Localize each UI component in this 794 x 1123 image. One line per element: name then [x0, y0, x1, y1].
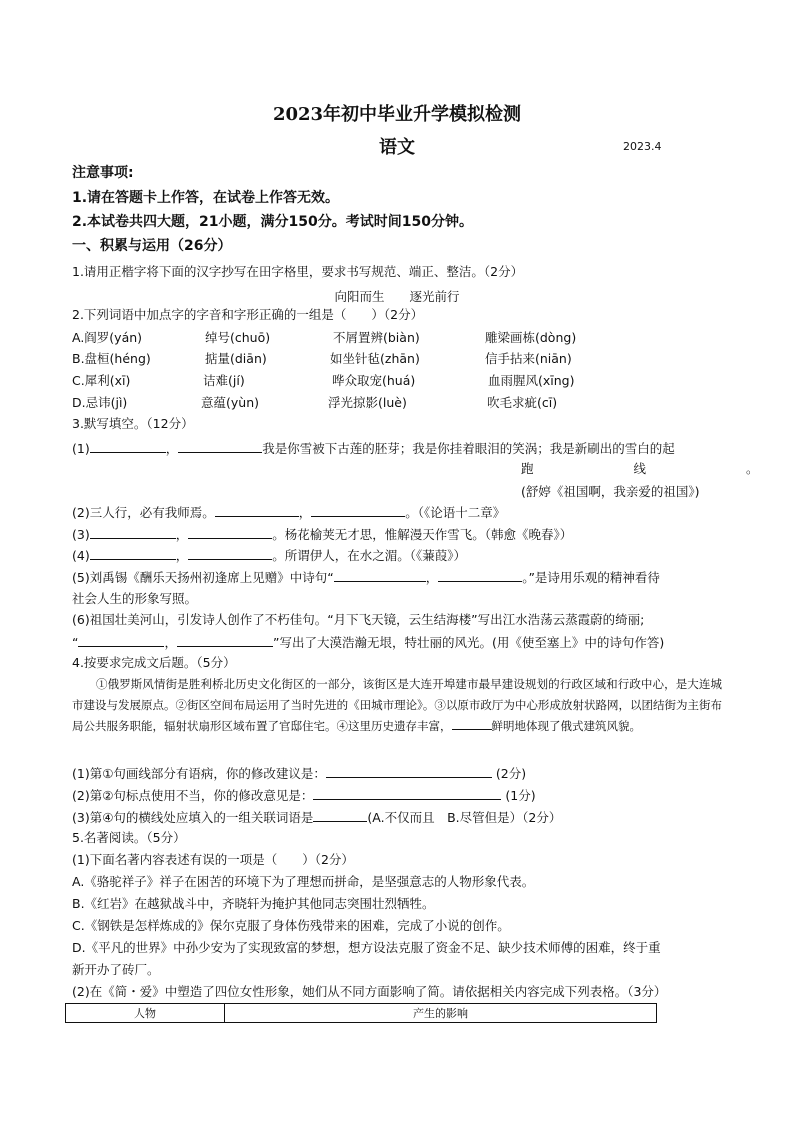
q3-prompt: 3.默写填空。（12分）: [72, 416, 194, 431]
q4-passage-text: ①俄罗斯风情街是胜利桥北历史文化街区的一部分，该街区是大连开埠建市最早建设规划的行政区域和行政中心，是大连城市建设与发展原点。②街区空间布局运用了当时先进的《田城市理论》。③以原市政厅为中心形成放射状路网，以团结街为主街布局公共服务职能，辐射状扇形区域布置了官邸住宅。④这里历史遗存丰富，: [72, 677, 722, 733]
q5-option-d-cont: 新开办了砖厂。: [72, 962, 160, 977]
q2-option-c-3: 哗众取宠(huá): [332, 373, 416, 388]
q5-option-b: B.《红岩》在越狱战斗中，齐晓轩为掩护其他同志突围壮烈牺牲。: [72, 896, 435, 911]
q3-s2-text: (2)三人行，必有我师焉。: [72, 505, 215, 520]
q3-s5-text: (5)刘禹锡《酬乐天扬州初逢席上见赠》中诗句“: [72, 570, 334, 585]
q3-s1-sep: ，: [165, 441, 179, 456]
q2-option-a-2: 绰号(chuō): [205, 330, 271, 345]
q3-s4-blank-1[interactable]: [90, 547, 176, 560]
q3-s3-blank-2[interactable]: [188, 526, 272, 539]
q4-sub1: [72, 765, 526, 782]
q1-phrase: 向阳而生 逐光前行: [334, 289, 460, 304]
q4-sub2-text: (2)第②句标点使用不当，你的修改意见是：: [72, 788, 314, 803]
q2-option-d-3: 浮光掠影(luè): [328, 395, 407, 410]
q3-s3-blank-1[interactable]: [90, 526, 176, 539]
q2-option-d-4: 吹毛求疵(cī): [487, 395, 558, 410]
q3-s6-tail: ”写出了大漠浩瀚无垠，特壮丽的风光。(用《使至塞上》中的诗句作答): [273, 635, 665, 650]
q3-s1-lead: (1): [72, 441, 90, 456]
q4-sub3-text: (3)第④句的横线处应填入的一组关联词语是: [72, 810, 314, 825]
q4-passage-end: 鲜明地体现了俄式建筑风貌。: [491, 719, 641, 733]
section-1-heading: 一、积累与运用（26分）: [72, 238, 232, 254]
q5-sub1: (1)下面名著内容表述有误的一项是（ ）（2分）: [72, 852, 354, 867]
notice-item-1: 1.请在答题卡上作答，在试卷上作答无效。: [72, 190, 340, 206]
q4-sub1-answer[interactable]: [326, 765, 492, 778]
q3-sentence-2: (2)三人行，必有我师焉。 ， 。（《论语十二章》: [72, 505, 506, 520]
q3-s1-line2: 跑 线 。: [521, 461, 759, 476]
q2-option-b-1: B.盘桓(héng): [72, 351, 151, 366]
q4-sub2-score: (1分): [505, 788, 536, 803]
q3-s3-lead: (3): [72, 527, 90, 542]
q5-option-d: D.《平凡的世界》中孙少安为了实现致富的梦想，想方设法克服了资金不足、缺少技术师傅的困难，终于重: [72, 940, 661, 955]
q3-sentence-5: (5)刘禹锡《酬乐天扬州初逢席上见赠》中诗句“ ， 。”是诗用乐观的精神看待: [72, 570, 660, 585]
table-header-person: 人物: [66, 1004, 225, 1023]
q2-option-a-3: 不屑置辨(biàn): [333, 330, 420, 345]
subject-title: 语文: [379, 137, 415, 158]
q5-sub2: (2)在《简・爱》中塑造了四位女性形象，她们从不同方面影响了简。请依据相关内容完成下列表格。（3分）: [72, 984, 667, 999]
q5-option-a: A.《骆驼祥子》祥子在困苦的环境下为了理想而拼命，是坚强意志的人物形象代表。: [72, 874, 535, 889]
q5-option-c: C.《钢铁是怎样炼成的》保尔克服了身体伤残带来的困难，完成了小说的创作。: [72, 918, 510, 933]
table-header-influence: 产生的影响: [225, 1004, 657, 1023]
jane-eyre-table: [65, 1003, 657, 1023]
q2-option-c-1: C.犀利(xī): [72, 373, 131, 388]
q3-s4-blank-2[interactable]: [188, 547, 272, 560]
q2-option-c-2: 诘难(jí): [203, 373, 245, 388]
q4-sub1-score: (2分): [495, 766, 527, 781]
q3-s6-blank-1[interactable]: [78, 634, 164, 647]
q3-s1-blank-1[interactable]: [90, 440, 166, 453]
q3-s2-blank-1[interactable]: [215, 504, 299, 517]
q3-s6-blank-2[interactable]: [177, 634, 273, 647]
exam-title: 2023年初中毕业升学模拟检测: [272, 104, 522, 125]
q3-s4-lead: (4): [72, 548, 90, 563]
q3-s2-tail: 。（《论语十二章》: [405, 505, 506, 520]
q1-prompt: 1.请用正楷字将下面的汉字抄写在田字格里，要求书写规范、端正、整洁。（2分）: [72, 264, 524, 279]
q3-sentence-4: (4) ， 。所谓伊人，在水之湄。（《蒹葭》）: [72, 548, 466, 563]
q4-sub2: [72, 787, 536, 804]
exam-date: 2023.4: [623, 140, 662, 153]
q3-s5-blank-2[interactable]: [438, 569, 522, 582]
q4-passage-blank[interactable]: [452, 717, 492, 730]
q2-option-c-4: 血雨腥风(xīng): [488, 373, 575, 388]
q3-sentence-3: (3) ， 。杨花榆荚无才思，惟解漫天作雪飞。（韩愈《晚春》）: [72, 527, 573, 542]
q3-s6-line2: “ ， ”写出了大漠浩瀚无垠，特壮丽的风光。(用《使至塞上》中的诗句作答): [72, 635, 665, 650]
q3-s4-tail: 。所谓伊人，在水之湄。（《蒹葭》）: [272, 548, 466, 563]
q4-sub2-answer[interactable]: [313, 787, 501, 800]
q2-option-a-4: 雕梁画栋(dòng): [485, 330, 577, 345]
q4-prompt: 4.按要求完成文后题。（5分）: [72, 655, 236, 670]
q4-passage: [72, 674, 722, 737]
notice-item-2: 2.本试卷共四大题，21小题，满分150分。考试时间150分钟。: [72, 214, 473, 230]
q2-option-b-2: 掂量(diān): [205, 351, 267, 366]
notice-heading: 注意事项:: [72, 165, 134, 181]
q3-s5-blank-1[interactable]: [334, 569, 426, 582]
q3-s1-text: 我是你雪被下古莲的胚芽；我是你挂着眼泪的笑涡；我是新刷出的雪白的起: [262, 441, 675, 456]
q4-sub3: [72, 809, 561, 826]
q3-s1-source: (舒婷《祖国啊，我亲爱的祖国》): [521, 484, 700, 499]
q3-s5-line2: 社会人生的形象写照。: [72, 591, 198, 606]
q4-sub3-tail: (A.不仅而且 B.尽管但是）（2分）: [367, 810, 562, 825]
q4-sub3-answer[interactable]: [313, 809, 367, 822]
q5-prompt: 5.名著阅读。（5分）: [72, 830, 186, 845]
q2-option-d-2: 意蕴(yùn): [201, 395, 259, 410]
q3-s2-blank-2[interactable]: [311, 504, 405, 517]
q2-option-b-4: 信手拈来(niān): [485, 351, 572, 366]
q2-prompt: 2.下列词语中加点字的字音和字形正确的一组是（ ）（2分）: [72, 307, 424, 322]
q3-s6-open-quote: “: [72, 635, 79, 650]
q3-s3-tail: 。杨花榆荚无才思，惟解漫天作雪飞。（韩愈《晚春》）: [272, 527, 573, 542]
q3-sentence-1: [72, 440, 675, 457]
q3-s5-tail: 。”是诗用乐观的精神看待: [522, 570, 660, 585]
q2-option-b-3: 如坐针毡(zhān): [330, 351, 420, 366]
table-header-row: [66, 1004, 657, 1023]
q3-sentence-6: (6)祖国壮美河山，引发诗人创作了不朽佳句。“月下飞天镜，云生结海楼”写出江水浩荡云蒸霞蔚的绮丽;: [72, 612, 645, 627]
q2-option-d-1: D.忌讳(jì): [72, 395, 128, 410]
q2-option-a-1: A.阎罗(yán): [72, 330, 143, 345]
q4-sub1-text: (1)第①句画线部分有语病，你的修改建议是：: [72, 766, 326, 781]
q3-s1-blank-2[interactable]: [178, 440, 262, 453]
